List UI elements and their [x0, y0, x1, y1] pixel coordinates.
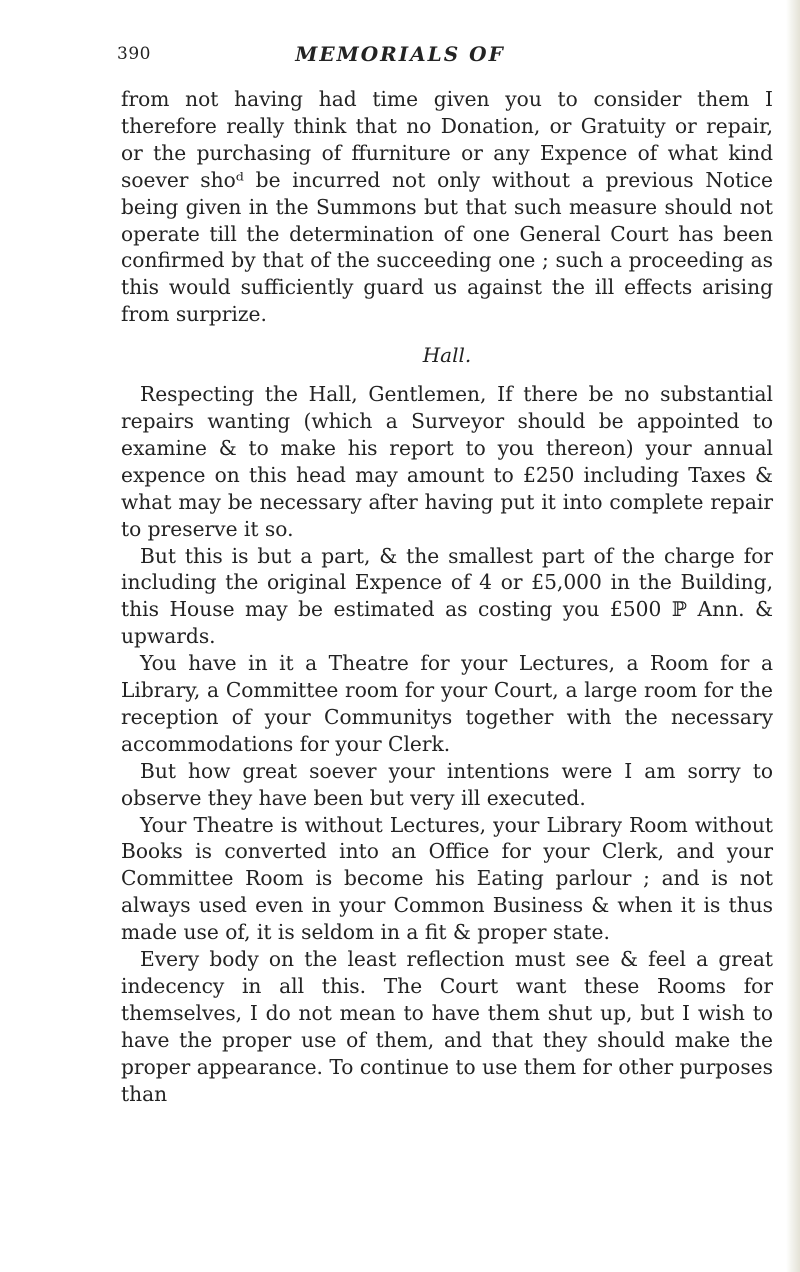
- running-head: MEMORIALS OF: [295, 42, 505, 66]
- paragraph-ill-executed: But how great soever your intentions were I am sorry to observe they have been but very ill executed.: [121, 758, 773, 810]
- paragraph-building-cost: But this is but a part, & the smallest part of the charge for including the original Expence of 4 or £5,000 in the Building, this House may be estimated as costing you £500 ℙ Ann. & upwards.: [121, 543, 773, 649]
- paragraph-indecency: Every body on the least reflection must see & feel a great indecency in all this. The Court want these Rooms for themselves, I do not mean to have them shut up, but I wish to have the proper use of them, and that they should make the proper appearance. To continue to use them for other purposes than: [121, 947, 773, 1106]
- paragraph-rooms-misused: Your Theatre is without Lectures, your Library Room without Books is converted into an Office for your Clerk, and your Committee Room is become his Eating parlour ; and is not always used even in your Common Business & when it is thus made use of, it is seldom in a fit & proper state.: [121, 812, 773, 945]
- intro-paragraph: from not having had time given you to consider them I therefore really think that no Donation, or Gratuity or repair, or the purchasing of ffurniture or any Expence of what kind soever shoᵈ be incurred not only without a previous Notice being given in the Summons but that such measure should not operate till the determination of one General Court has been confirmed by that of the succeeding one ; such a proceeding as this would sufficiently guard us against the ill effects arising from surprize.: [121, 87, 773, 327]
- page-edge-shadow: [786, 0, 800, 1272]
- page-number: 390: [117, 44, 151, 64]
- body-text: [121, 86, 773, 1108]
- paragraph-hall-repairs: Respecting the Hall, Gentlemen, If there be no substantial repairs wanting (which a Surveyor should be appointed to examine & to make his report to you thereon) your annual expence on this head may amount to £250 including Taxes & what may be necessary after having put it into complete repair to preserve it so.: [121, 382, 773, 541]
- paragraph-theatre-rooms: You have in it a Theatre for your Lectures, a Room for a Library, a Committee room for your Court, a large room for the reception of your Communitys together with the necessary accommodations for your Clerk.: [121, 651, 773, 756]
- section-heading-hall: Hall.: [422, 343, 472, 368]
